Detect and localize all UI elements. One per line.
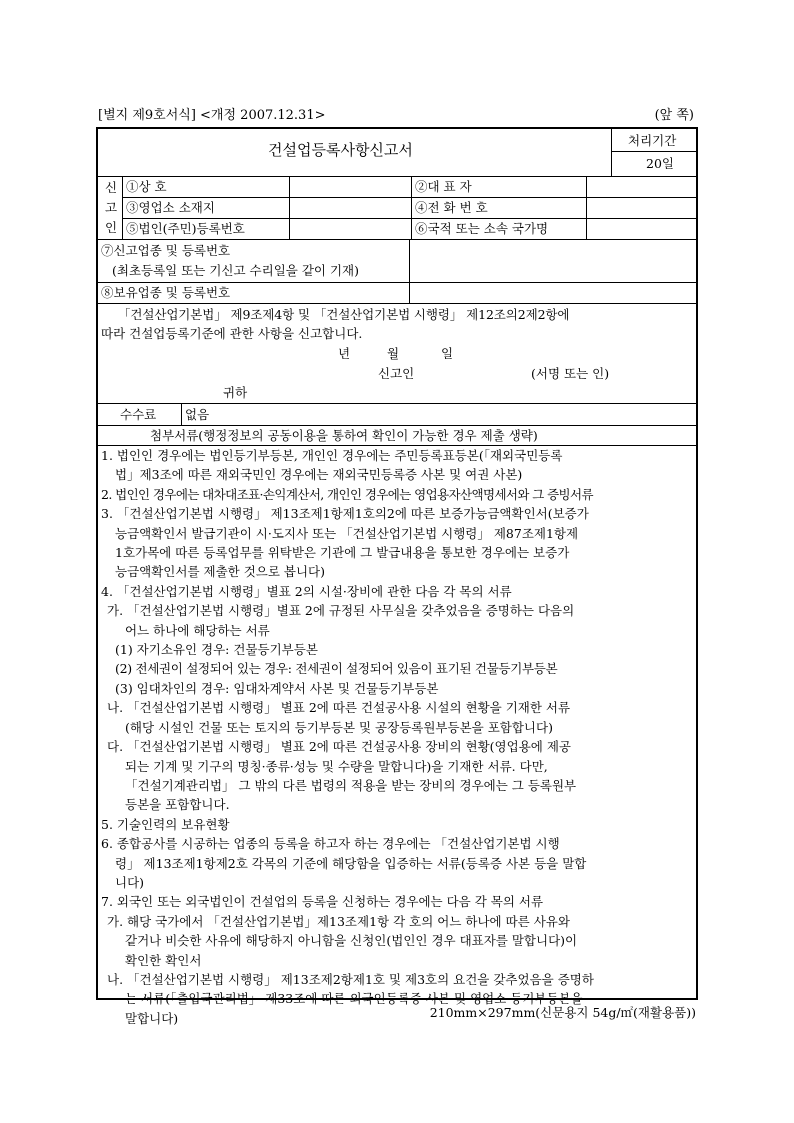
nationality-label: ⑥국적 또는 소속 국가명	[415, 221, 549, 236]
fee-value: 없음	[185, 407, 210, 422]
attachment-line: (1) 자기소유인 경우: 건물등기부등본	[115, 642, 318, 658]
form-header	[98, 104, 696, 122]
attachment-line: 법」제3조에 따른 재외국민인 경우에는 재외국민등록증 사본 및 여권 사본)	[115, 467, 523, 483]
signature-note: (서명 또는 인)	[531, 366, 610, 381]
attachment-line: 되는 기계 및 기구의 명칭·종류·성능 및 수량을 말합니다)을 기재한 서류. 다만,	[125, 758, 548, 774]
attachment-line: 5. 기술인력의 보유현황	[101, 816, 230, 832]
fee-label: 수수료	[120, 407, 157, 422]
attachment-line: 3. 「건설산업기본법 시행령」 제13조제1항제1호의2에 따른 보증가능금액확인서(보증가	[101, 506, 589, 522]
attachment-line: 나. 「건설산업기본법 시행령」 제13조제2항제1호 및 제3호의 요건을 갖추었음을 증명하	[107, 971, 594, 987]
attachment-line: 4. 「건설산업기본법 시행령」별표 2의 시설·장비에 관한 다음 각 목의 서류	[101, 583, 512, 599]
phone-label: ④전 화 번 호	[415, 200, 488, 215]
attachment-line: 「건설기계관리법」 그 밖의 다른 법령의 적용을 받는 장비의 경우에는 그 등록원부	[125, 777, 577, 793]
processing-label: 처리기간	[628, 133, 677, 148]
date-day: 일	[441, 346, 454, 361]
form-number: [별지 제9호서식] <개정 2007.12.31>	[98, 108, 326, 123]
signer-label: 신고인	[378, 366, 415, 381]
paper-spec: 210mm×297mm(신문용지 54g/㎡(재활용품))	[429, 1005, 696, 1020]
item7-label: ⑦신고업종 및 등록번호	[101, 243, 231, 258]
attachment-line: 어느 하나에 해당하는 서류	[125, 622, 270, 638]
attachment-line: (해당 시설인 건물 또는 토지의 등기부등본 및 공장등록원부등본을 포함합니다)	[125, 719, 553, 735]
attachment-line: 다. 「건설산업기본법 시행령」 별표 2에 따른 건설공사용 장비의 현황(영업용에 제공	[107, 739, 571, 755]
declaration-line-2: 따라 건설업등록기준에 관한 사항을 신고합니다.	[101, 326, 363, 341]
attachment-line: 가. 해당 국가에서 「건설산업기본법」제13조제1항 각 호의 어느 하나에 따른 사유와	[107, 913, 570, 929]
attachments-heading: 첨부서류(행정정보의 공동이용을 통하여 확인이 가능한 경우 제출 생략)	[150, 428, 538, 443]
applicant-side-3: 인	[105, 220, 118, 235]
recipient: 귀하	[223, 385, 248, 400]
applicant-side-1: 신	[105, 180, 118, 195]
attachment-line: 등본을 포함합니다.	[125, 797, 230, 813]
date-year: 년	[338, 346, 351, 361]
attachment-line: 1호가목에 따른 등록업무를 위탁받은 기관에 그 발급내용을 통보한 경우에는 보증가	[115, 545, 570, 561]
attachment-line: 1. 법인인 경우에는 법인등기부등본, 개인인 경우에는 주민등록표등본(「재외국민등록	[101, 448, 563, 463]
attachment-line: 6. 종합공사를 시공하는 업종의 등록을 하고자 하는 경우에는 「건설산업기본법 시행	[101, 836, 560, 852]
date-month: 월	[387, 346, 400, 361]
attachment-line: 는 서류(「출입국관리법」 제33조에 따른 외국인등록증 사본 및 영업소 등기부등본을	[125, 991, 583, 1007]
form-title: 건설업등록사항신고서	[268, 141, 413, 159]
attachment-line: (2) 전세권이 설정되어 있는 경우: 전세권이 설정되어 있음이 표기된 건물등기부등본	[115, 661, 558, 677]
attachment-line: 나. 「건설산업기본법 시행령」 별표 2에 따른 건설공사용 시설의 현황을 기재한 서류	[107, 700, 571, 716]
attachments-list	[101, 446, 695, 1028]
attachment-line: 7. 외국인 또는 외국법인이 건설업의 등록을 신청하는 경우에는 다음 각 목의 서류	[101, 894, 544, 910]
attachment-line: 능금액확인서를 제출한 것으로 봅니다)	[115, 564, 325, 580]
attachment-line: 2. 법인인 경우에는 대차대조표·손익계산서, 개인인 경우에는 영업용자산액명세서와 그 증빙서류	[101, 486, 593, 502]
item8-label: ⑧보유업종 및 등록번호	[101, 285, 231, 300]
attachment-line: 말합니다)	[125, 1010, 179, 1026]
declaration-line-1: 「건설산업기본법」 제9조제4항 및 「건설산업기본법 시행령」 제12조의2제2항에	[118, 307, 570, 322]
attachment-line: 령」 제13조제1항제2호 각목의 기준에 해당함을 입증하는 서류(등록증 사본 등을 말합	[115, 855, 587, 871]
attachment-line: 니다)	[115, 874, 145, 890]
page-side: (앞 쪽)	[654, 108, 694, 123]
processing-value: 20일	[646, 156, 674, 171]
office-address-label: ③영업소 소재지	[126, 200, 215, 215]
item7-note: (최초등록일 또는 기신고 수리일을 같이 기재)	[112, 263, 359, 278]
representative-label: ②대 표 자	[415, 179, 472, 194]
attachment-line: (3) 임대차인의 경우: 임대차계약서 사본 및 건물등기부등본	[115, 680, 439, 696]
attachment-line: 가. 「건설산업기본법 시행령」별표 2에 규정된 사무실을 갖추었음을 증명하는 다음의	[107, 603, 575, 619]
company-name-label: ①상 호	[126, 179, 167, 194]
attachment-line: 능금액확인서 발급기관이 시·도지사 또는 「건설산업기본법 시행령」 제87조제1항제	[115, 525, 579, 541]
registration-number-label: ⑤법인(주민)등록번호	[126, 221, 245, 236]
attachment-line: 확인한 확인서	[125, 952, 202, 968]
applicant-side-2: 고	[105, 200, 118, 215]
attachment-line: 같거나 비슷한 사유에 해당하지 아니함을 신청인(법인인 경우 대표자를 말합니다)이	[125, 933, 578, 949]
